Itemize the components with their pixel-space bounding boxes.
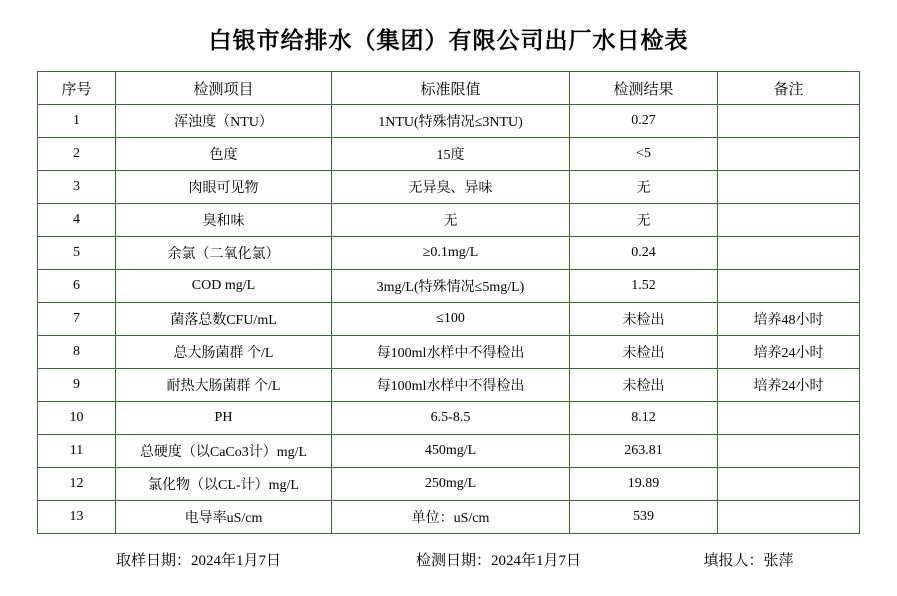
cell-note xyxy=(718,105,860,138)
cell-limit: ≥0.1mg/L xyxy=(332,237,570,270)
cell-index: 8 xyxy=(38,336,116,369)
cell-index: 13 xyxy=(38,501,116,534)
cell-note xyxy=(718,468,860,501)
cell-index: 9 xyxy=(38,369,116,402)
table-row xyxy=(38,171,860,204)
column-header-limit: 标准限值 xyxy=(332,72,570,105)
cell-item: 菌落总数CFU/mL xyxy=(116,303,332,336)
cell-result: 未检出 xyxy=(570,336,718,369)
cell-item: PH xyxy=(116,402,332,435)
cell-result: 263.81 xyxy=(570,435,718,468)
cell-item: 色度 xyxy=(116,138,332,171)
cell-note xyxy=(718,270,860,303)
cell-item: 氯化物（以CL-计）mg/L xyxy=(116,468,332,501)
cell-item: 臭和味 xyxy=(116,204,332,237)
cell-item: 耐热大肠菌群 个/L xyxy=(116,369,332,402)
table-row xyxy=(38,369,860,402)
cell-item: 总大肠菌群 个/L xyxy=(116,336,332,369)
cell-index: 7 xyxy=(38,303,116,336)
cell-note xyxy=(718,138,860,171)
filled-by: 填报人：张萍 xyxy=(703,553,794,569)
cell-result: <5 xyxy=(570,138,718,171)
table-header xyxy=(38,72,860,105)
column-header-note: 备注 xyxy=(718,72,860,105)
table-row xyxy=(38,105,860,138)
cell-note: 培养48小时 xyxy=(718,303,860,336)
cell-note xyxy=(718,171,860,204)
page-title: 白银市给排水（集团）有限公司出厂水日检表 xyxy=(208,28,689,53)
cell-limit: 单位：uS/cm xyxy=(332,501,570,534)
cell-index: 2 xyxy=(38,138,116,171)
table-row xyxy=(38,435,860,468)
cell-limit: 250mg/L xyxy=(332,468,570,501)
cell-limit: 6.5-8.5 xyxy=(332,402,570,435)
table-body xyxy=(38,105,860,534)
cell-result: 无 xyxy=(570,171,718,204)
table-row xyxy=(38,303,860,336)
cell-index: 10 xyxy=(38,402,116,435)
table-row xyxy=(38,270,860,303)
cell-index: 11 xyxy=(38,435,116,468)
cell-result: 无 xyxy=(570,204,718,237)
cell-note xyxy=(718,237,860,270)
table-row xyxy=(38,501,860,534)
cell-limit: ≤100 xyxy=(332,303,570,336)
cell-index: 3 xyxy=(38,171,116,204)
cell-index: 6 xyxy=(38,270,116,303)
table-row xyxy=(38,237,860,270)
cell-limit: 3mg/L(特殊情况≤5mg/L) xyxy=(332,270,570,303)
cell-limit: 15度 xyxy=(332,138,570,171)
water-quality-table xyxy=(37,71,860,534)
cell-item: COD mg/L xyxy=(116,270,332,303)
cell-limit: 450mg/L xyxy=(332,435,570,468)
cell-note xyxy=(718,435,860,468)
cell-result: 未检出 xyxy=(570,369,718,402)
cell-result: 1.52 xyxy=(570,270,718,303)
cell-item: 肉眼可见物 xyxy=(116,171,332,204)
cell-note xyxy=(718,402,860,435)
cell-result: 未检出 xyxy=(570,303,718,336)
cell-note: 培养24小时 xyxy=(718,336,860,369)
cell-index: 4 xyxy=(38,204,116,237)
cell-index: 1 xyxy=(38,105,116,138)
cell-limit: 每100ml水样中不得检出 xyxy=(332,336,570,369)
cell-note xyxy=(718,501,860,534)
testing-date: 检测日期：2024年1月7日 xyxy=(415,553,581,569)
cell-limit: 无异臭、异味 xyxy=(332,171,570,204)
cell-limit: 无 xyxy=(332,204,570,237)
cell-item: 总硬度（以CaCo3计）mg/L xyxy=(116,435,332,468)
column-header-result: 检测结果 xyxy=(570,72,718,105)
cell-item: 浑浊度（NTU） xyxy=(116,105,332,138)
table-row xyxy=(38,336,860,369)
table-row xyxy=(38,138,860,171)
table-row xyxy=(38,402,860,435)
cell-result: 539 xyxy=(570,501,718,534)
cell-item: 余氯（二氧化氯） xyxy=(116,237,332,270)
column-header-item: 检测项目 xyxy=(116,72,332,105)
cell-note: 培养24小时 xyxy=(718,369,860,402)
cell-result: 8.12 xyxy=(570,402,718,435)
table-row xyxy=(38,204,860,237)
cell-result: 0.27 xyxy=(570,105,718,138)
cell-limit: 1NTU(特殊情况≤3NTU) xyxy=(332,105,570,138)
cell-result: 0.24 xyxy=(570,237,718,270)
sampling-date: 取样日期：2024年1月7日 xyxy=(115,553,281,569)
table-header-row xyxy=(38,72,860,105)
table-row xyxy=(38,468,860,501)
cell-index: 5 xyxy=(38,237,116,270)
column-header-index: 序号 xyxy=(38,72,116,105)
cell-item: 电导率uS/cm xyxy=(116,501,332,534)
cell-note xyxy=(718,204,860,237)
cell-index: 12 xyxy=(38,468,116,501)
cell-limit: 每100ml水样中不得检出 xyxy=(332,369,570,402)
cell-result: 19.89 xyxy=(570,468,718,501)
document-footer xyxy=(49,534,849,570)
